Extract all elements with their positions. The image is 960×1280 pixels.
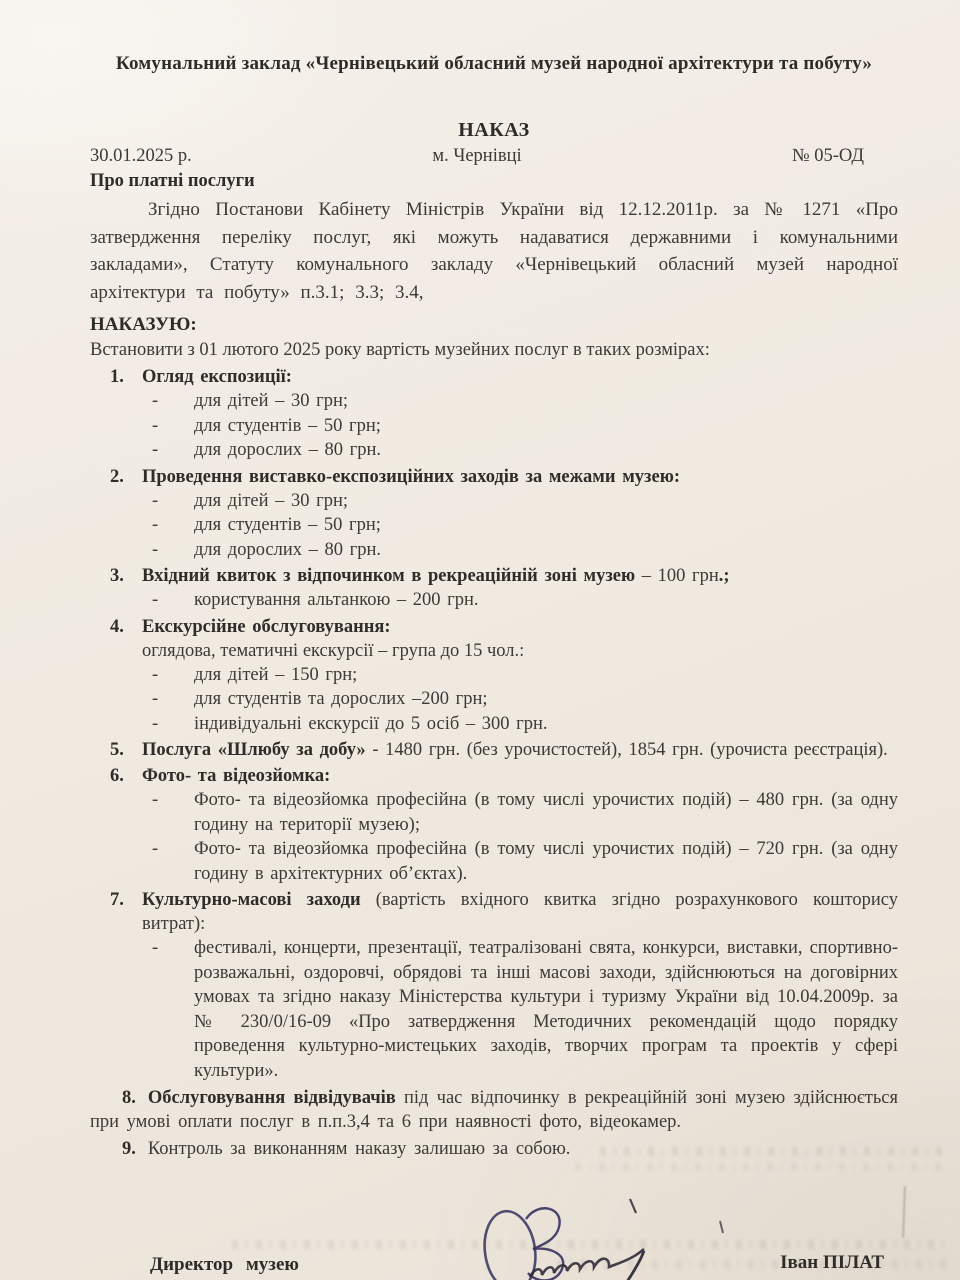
item-text: Контроль за виконанням наказу залишаю за собою. <box>147 1139 571 1159</box>
signer-title: Директор музею <box>150 1254 299 1275</box>
doc-subject: Про платні послуги <box>90 171 255 191</box>
order-item <box>90 465 898 489</box>
sub-item-text: для дорослих – 80 грн. <box>194 440 381 460</box>
sub-item-text: для дітей – 30 грн; <box>194 391 349 411</box>
signer-name: Іван ПІЛАТ <box>780 1252 884 1273</box>
dash-bullet: - <box>152 515 159 535</box>
dash-bullet: - <box>152 539 159 560</box>
order-item <box>90 615 898 639</box>
item-text: – 100 грн <box>635 566 719 586</box>
meta-row <box>90 144 898 169</box>
order-word: НАКАЗУЮ: <box>90 314 197 335</box>
dash-bullet: - <box>152 415 159 436</box>
item-heading: Обслуговування відвідувачів <box>147 1088 396 1108</box>
item-text-block <box>142 615 898 639</box>
item-number: 6. <box>110 766 124 786</box>
sub-item-text: Фото- та відеозйомка професійна (в тому числі урочистих подій) – 480 грн. (за одну годину на території музею); <box>194 790 898 835</box>
item-heading: Культурно-масові заходи <box>142 890 361 910</box>
sub-item <box>150 438 898 463</box>
doc-date: 30.01.2025 р. <box>90 146 192 166</box>
order-item <box>90 738 898 762</box>
sub-item-text: для студентів – 50 грн; <box>194 515 381 535</box>
sub-item <box>150 712 898 737</box>
sub-item <box>150 489 898 514</box>
signature-ink-icon <box>470 1189 760 1280</box>
sub-item <box>150 788 898 837</box>
order-item <box>90 564 898 588</box>
item-text: (вартість вхідного квитка згідно розрахункового кошторису витрат): <box>142 890 898 934</box>
sub-item <box>150 538 898 563</box>
sub-item <box>150 936 898 1083</box>
item-number: 4. <box>110 616 124 637</box>
item-text-block <box>142 564 898 588</box>
item-number: 9. <box>122 1139 136 1159</box>
org-name: Комунальний заклад «Чернівецький обласний музей народної архітектури та побуту» <box>115 53 873 74</box>
item-number: 3. <box>110 566 124 586</box>
doc-place: м. Чернівці <box>432 146 522 166</box>
item-heading: Огляд експозиції: <box>142 367 292 387</box>
order-item <box>90 365 898 389</box>
item-heading: Фото- та відеозйомка: <box>142 766 331 786</box>
sub-item <box>150 513 898 538</box>
dash-bullet: - <box>152 713 159 734</box>
item-number: 5. <box>110 740 124 760</box>
item-heading: Вхідний квиток з відпочинком в рекреаційній зоні музею <box>142 566 636 586</box>
item-number: 1. <box>110 367 124 387</box>
item-text-block <box>142 465 898 489</box>
order-item <box>90 888 898 936</box>
order-item <box>90 1086 898 1134</box>
sub-item <box>150 414 898 439</box>
sub-item-text: для дітей – 30 грн; <box>194 490 349 511</box>
item-text: під час відпочинку в рекреаційній зоні музею здійснюється при умові оплати послуг в п.п.3,4 та 6 при наявності фото, відеокамер. <box>90 1088 899 1132</box>
sub-item-text: індивідуальні екскурсії до 5 осіб – 300 грн. <box>194 713 548 734</box>
item-note: оглядова, тематичні екскурсії – група до 15 чол.: <box>142 640 525 661</box>
item-heading: Проведення виставко-експозиційних заходів за межами музею: <box>142 466 680 487</box>
sub-item <box>150 837 898 886</box>
dash-bullet: - <box>152 938 159 958</box>
item-heading: Екскурсійне обслуговування: <box>142 616 391 637</box>
item-text-block <box>142 888 898 936</box>
dash-bullet: - <box>152 440 159 460</box>
doc-number: № 05-ОД <box>792 146 864 166</box>
sub-item <box>150 588 898 613</box>
item-text-block <box>142 738 898 762</box>
dash-bullet: - <box>152 689 159 709</box>
item-text: - 1480 грн. (без урочистостей), 1854 грн. (урочиста реєстрація). <box>365 740 888 760</box>
dash-bullet: - <box>152 839 159 859</box>
item-text-bold: .; <box>718 566 730 586</box>
dash-bullet: - <box>152 790 159 810</box>
dash-bullet: - <box>152 590 159 610</box>
doc-title: НАКАЗ <box>458 119 530 141</box>
item-number: 8. <box>122 1088 136 1108</box>
dash-bullet: - <box>152 490 159 511</box>
order-item <box>90 1137 898 1161</box>
sub-item-text: фестивалі, концерти, презентації, театралізовані свята, конкурси, виставки, спортивно-розважальні, оздоровчі, обрядові та інші масові заходи, здійснюються на договірних умовах та згідно наказу Міністерства культури і туризму України від 10.04.2009р. за № 230/0/16-09 «Про затвердження Методичних рекомендацій щодо порядку проведення культурно-мистецьких заходів, творчих програм та проектів у сфері культури». <box>194 938 898 1081</box>
order-items <box>90 365 898 1161</box>
order-item <box>90 764 898 788</box>
sub-item-text: Фото- та відеозйомка професійна (в тому числі урочистих подій) – 720 грн. (за одну годину в архітектурних об’єктах). <box>194 839 898 884</box>
sub-item-text: для дорослих – 80 грн. <box>194 539 381 560</box>
sub-item-text: для студентів – 50 грн; <box>194 415 381 436</box>
item-number: 2. <box>110 466 124 487</box>
sub-item <box>150 687 898 712</box>
item-heading: Послуга «Шлюбу за добу» <box>142 740 366 760</box>
item-text-block <box>142 764 898 788</box>
sub-item-text: користування альтанкою – 200 грн. <box>194 590 479 610</box>
sub-item <box>150 389 898 414</box>
dash-bullet: - <box>152 664 159 685</box>
sub-item <box>150 663 898 688</box>
dash-bullet: - <box>152 391 159 411</box>
signature-block <box>90 1201 898 1280</box>
sub-item-text: для студентів та дорослих –200 грн; <box>194 689 488 709</box>
item-text-block <box>142 365 898 389</box>
sub-item-text: для дітей – 150 грн; <box>194 664 358 685</box>
preamble: Згідно Постанови Кабінету Міністрів України від 12.12.2011р. за № 1271 «Про затвердження переліку послуг, які можуть надаватися державними і комунальними закладами», Статуту комунального закладу «Чернівецький обласний музей народної архітектури та побуту» п.3.1; 3.3; 3.4, <box>90 199 898 303</box>
order-intro: Встановити з 01 лютого 2025 року вартість музейних послуг в таких розмірах: <box>90 340 710 360</box>
item-number: 7. <box>110 890 124 910</box>
